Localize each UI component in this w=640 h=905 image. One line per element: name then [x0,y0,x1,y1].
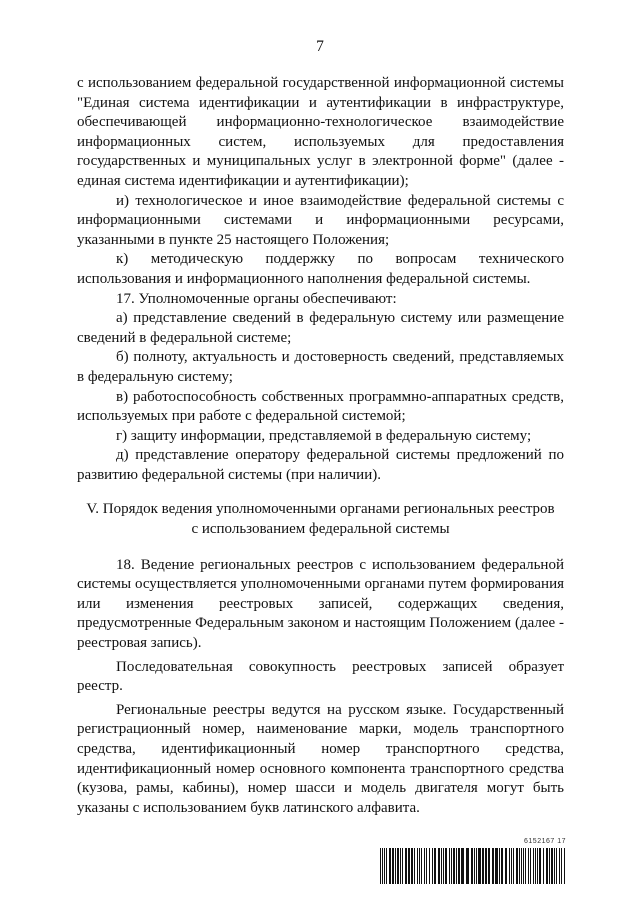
paragraph-item-d: д) представление оператору федеральной системы предложений по развитию федеральной системы (при наличии). [77,447,564,483]
paragraph-item-a: а) представление сведений в федеральную систему или размещение сведений в федеральной системе; [77,310,564,346]
paragraph-language: Региональные реестры ведутся на русском языке. Государственный регистрационный номер, наименование марки, модель транспортного средства, идентификационный номер транспортного средства, идентификационный номер основного компонента транспортного средства (кузова, рамы, кабины), номер шасси и модель двигателя могут быть указаны с использованием букв латинского алфавита. [77,701,564,816]
paragraph-item-b: б) полноту, актуальность и достоверность сведений, представляемых в федеральную систему; [77,349,564,385]
barcode-bars [380,848,566,884]
paragraph-item-v: в) работоспособность собственных программно-аппаратных средств, используемых при работе с федеральной системой; [77,388,564,425]
paragraph-item-g: г) защиту информации, представляемой в федеральную систему; [116,427,532,444]
document-body [77,74,564,818]
section-heading [77,500,564,539]
paragraph-clause-17: 17. Уполномоченные органы обеспечивают: [116,290,397,307]
paragraph-clause-18: 18. Ведение региональных реестров с использованием федеральной системы осуществляется уполномоченными органами путем формирования или изменения реестровых записей, содержащих сведения, предусмотренные Федеральным законом и настоящим Положением (далее - реестровая запись). [77,556,564,652]
paragraph-registry-sequence: Последовательная совокупность реестровых записей образует реестр. [77,658,564,695]
paragraph-continuation: с использованием федеральной государственной информационной системы "Единая система идентификации и аутентификации в инфраструктуре, обеспечивающей информационно-технологическое взаимодействие информационных систем, используемых для предоставления государственных и муниципальных услуг в электронной форме" (далее - единая система идентификации и аутентификации); [77,75,564,189]
barcode-caption: 6152167 17 [524,838,566,845]
page-number: 7 [316,38,324,55]
paragraph-item-i: и) технологическое и иное взаимодействие федеральной системы с информационными системами и информационными ресурсами, указанными в пункте 25 настоящего Положения; [77,192,564,248]
section-heading-line-2: с использованием федеральной системы [191,521,450,538]
paragraph-item-k: к) методическую поддержку по вопросам технического использования и информационного наполнения федеральной системы. [77,251,564,287]
section-heading-line-1: V. Порядок ведения уполномоченными органами региональных реестров [86,501,555,518]
barcode [380,838,566,886]
